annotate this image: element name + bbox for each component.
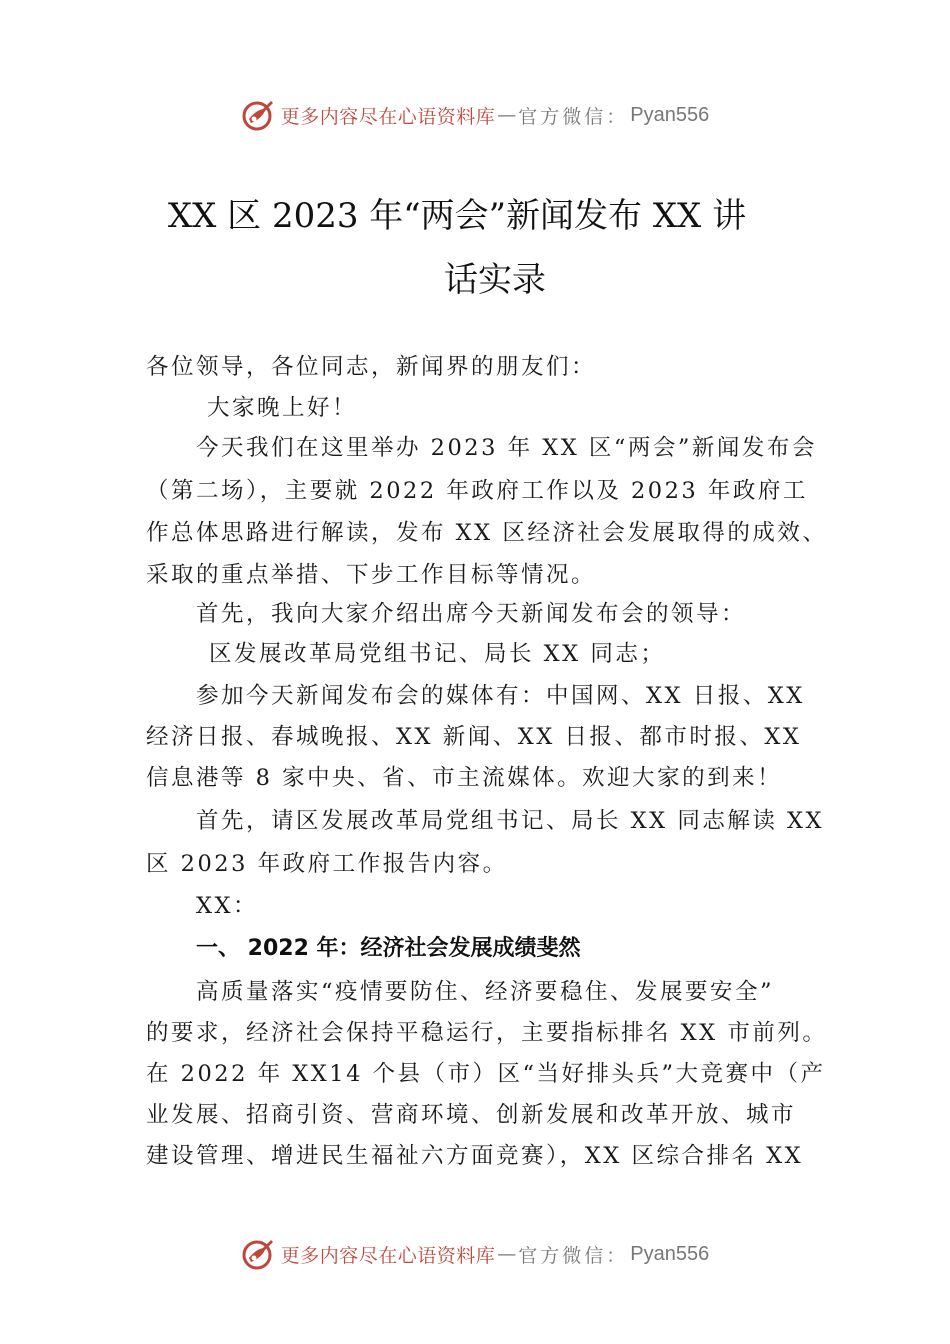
body-line: XX： bbox=[196, 893, 259, 919]
body-line: 建设管理、增进民生福祉六方面竞赛），XX 区综合排名 XX bbox=[146, 1143, 804, 1169]
body-line: 今天我们在这里举办 2023 年 XX 区“两会”新闻发布会 bbox=[196, 435, 817, 461]
watermark-brand-text: 更多内容尽在心语资料库 bbox=[280, 1244, 496, 1267]
section-heading: 一、 2022 年：经济社会发展成绩斐然 bbox=[196, 936, 581, 961]
body-line: 区发展改革局党组书记、局长 XX 同志； bbox=[209, 641, 666, 667]
body-line: 高质量落实“疫情要防住、经济要稳住、发展要安全” bbox=[196, 979, 775, 1005]
brush-logo-icon bbox=[241, 97, 277, 133]
watermark-wechat-id: Pyan556 bbox=[630, 1242, 710, 1265]
body-line: 区 2023 年政府工作报告内容。 bbox=[146, 851, 508, 877]
body-line: 大家晚上好！ bbox=[207, 395, 358, 421]
body-line: 采取的重点举措、下步工作目标等情况。 bbox=[146, 562, 597, 588]
body-line: （第二场），主要就 2022 年政府工作以及 2023 年政府工 bbox=[146, 478, 808, 504]
watermark-separator: — bbox=[497, 1243, 517, 1265]
watermark-footer bbox=[0, 1232, 950, 1276]
watermark-brand-text: 更多内容尽在心语资料库 bbox=[280, 105, 496, 128]
watermark-wechat-id: Pyan556 bbox=[630, 103, 710, 126]
body-line: 业发展、招商引资、营商环境、创新发展和改革开放、城市 bbox=[146, 1102, 797, 1128]
body-line: 作总体思路进行解读，发布 XX 区经济社会发展取得的成效、 bbox=[146, 520, 828, 546]
body-line: 经济日报、春城晚报、XX 新闻、XX 日报、都市时报、XX bbox=[146, 724, 802, 750]
watermark-separator: — bbox=[497, 104, 517, 126]
body-line: 信息港等 8 家中央、省、市主流媒体。欢迎大家的到来！ bbox=[146, 765, 783, 791]
body-line: 各位领导，各位同志，新闻界的朋友们： bbox=[146, 354, 597, 380]
watermark-header bbox=[0, 93, 950, 137]
body-line: 参加今天新闻发布会的媒体有：中国网、XX 日报、XX bbox=[196, 683, 805, 709]
body-line: 的要求，经济社会保持平稳运行，主要指标排名 XX 市前列。 bbox=[146, 1020, 828, 1046]
watermark-label: 官方微信： bbox=[518, 1244, 629, 1267]
body-line: 在 2022 年 XX14 个县（市）区“当好排头兵”大竞赛中（产 bbox=[146, 1061, 826, 1087]
watermark-label: 官方微信： bbox=[518, 105, 629, 128]
document-title-line2: 话实录 bbox=[444, 260, 546, 300]
body-line: 首先，请区发展改革局党组书记、局长 XX 同志解读 XX bbox=[196, 808, 825, 834]
body-line: 首先，我向大家介绍出席今天新闻发布会的领导： bbox=[196, 601, 747, 627]
document-title-line1: XX 区 2023 年“两会”新闻发布 XX 讲 bbox=[167, 196, 747, 236]
brush-logo-icon bbox=[241, 1236, 277, 1272]
